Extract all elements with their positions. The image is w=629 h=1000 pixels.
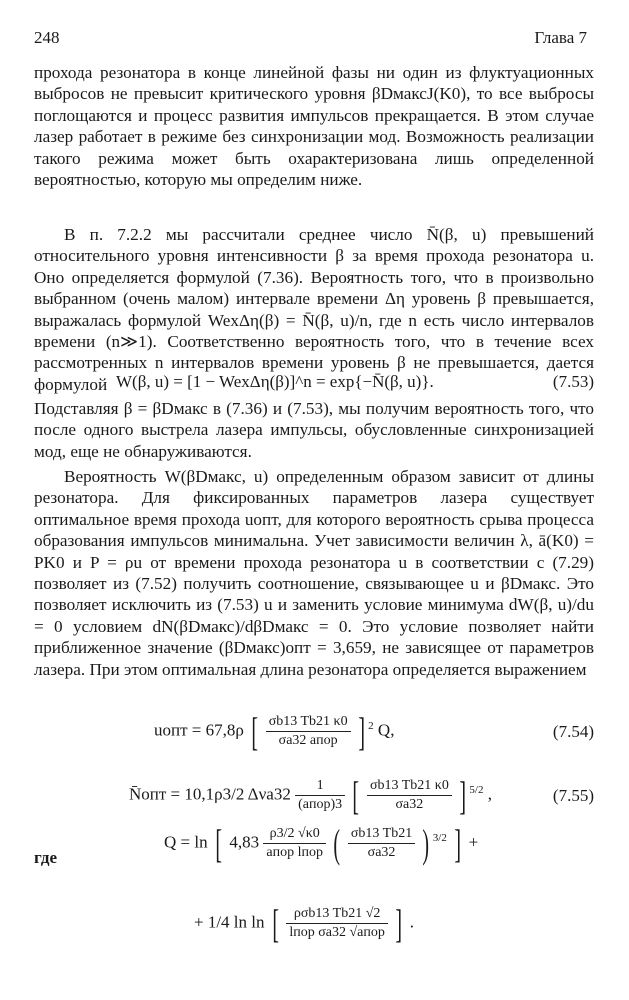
equation-7-55: N̄опт = 10,1ρ3/2 Δνa32 $\frac{1}{\text{(aпор)3}}$ [ $\frac{\sigma b13 Tb21 \kappa 0}{\sigma a32}$ ] $^{5/2}$ , (7.55) <box>129 773 594 818</box>
chapter-title: Глава 7 <box>534 28 587 47</box>
paragraph-1: прохода резонатора в конце линейной фазы ни один из флуктуационных выбросов не превысит критического уровня βDмаксJ(K0), то все выбросы поглощаются и процесс развития импульсов прекращается. В этом случае лазер работает в режиме без синхронизации мод. Возможность реализации такого режима может быть охарактеризована лишь определенной вероятностью, которую мы определим ниже. <box>34 63 594 190</box>
equation-7-54: uопт = 67,8ρ [ $\frac{\sigma b13 Tb21 \kappa 0}{\text{σa32 aпор}}$ ] $^2$ Q, (7.54) <box>154 709 594 754</box>
page-number: 248 <box>34 28 60 47</box>
equation-q-definition: где Q = ln [ 4,83 $\frac{\rho 3/2 √\kappa 0}{\text{aпор lпор}}$ ( $\frac{\sigma b13 Tb21}{\sigma a32}$ ) $^{3/2}$ ] + <box>34 821 479 867</box>
page-header <box>34 28 587 52</box>
paragraph-4: Вероятность W(βDмакс, u) определенным образом зависит от длины резонатора. Для фиксированных параметров лазера существует оптимальное время прохода uопт, для которого вероятность срыва процесса образования импульсов минимальна. Учет зависимости величин λ, ā(K0) = PK0 и P = ρu от времени прохода резонатора u в соответствии с (7.29) позволяет из (7.52) получить соотношение, связывающее u и βDмакс. Это позволяет исключить из (7.53) u и заменить условие минимума dW(β, u)/du = 0 условием dN(βDмакс)/dβDмакс = 0. Это условие позволяет найти приближенное значение (βDмакс)опт = 3,659, не зависящее от параметров лазера. При этом оптимальная длина резонатора определяется выражением <box>34 467 594 679</box>
paragraph-3: Подставляя β = βDмакс в (7.36) и (7.53), мы получим вероятность того, что после одного выстрела лазера импульсы, обусловленные синхронизацией мод, еще не обнаруживаются. <box>34 399 594 461</box>
equation-q-continuation: + 1/4 ln ln [ $\frac{\text{ρσb13 Tb21 √2}}{\text{lпор σa32 √aпор}}$ ] . <box>194 901 414 946</box>
paragraph-2: В п. 7.2.2 мы рассчитали среднее число N̄(β, u) превышений относительного уровня интенсивности β за время прохода резонатора u. Оно определяется формулой (7.36). Вероятность того, что в произвольно выбранном (очень малом) интервале времени Δη уровень β превышается, выражалась формулой WexΔη(β) = N̄(β, u)/n, где n есть число интервалов времени (n≫1). Соответственно вероятность того, что в течение всех рассмотренных n интервалов времени уровень β не превышается, дается формулой <box>34 225 594 394</box>
